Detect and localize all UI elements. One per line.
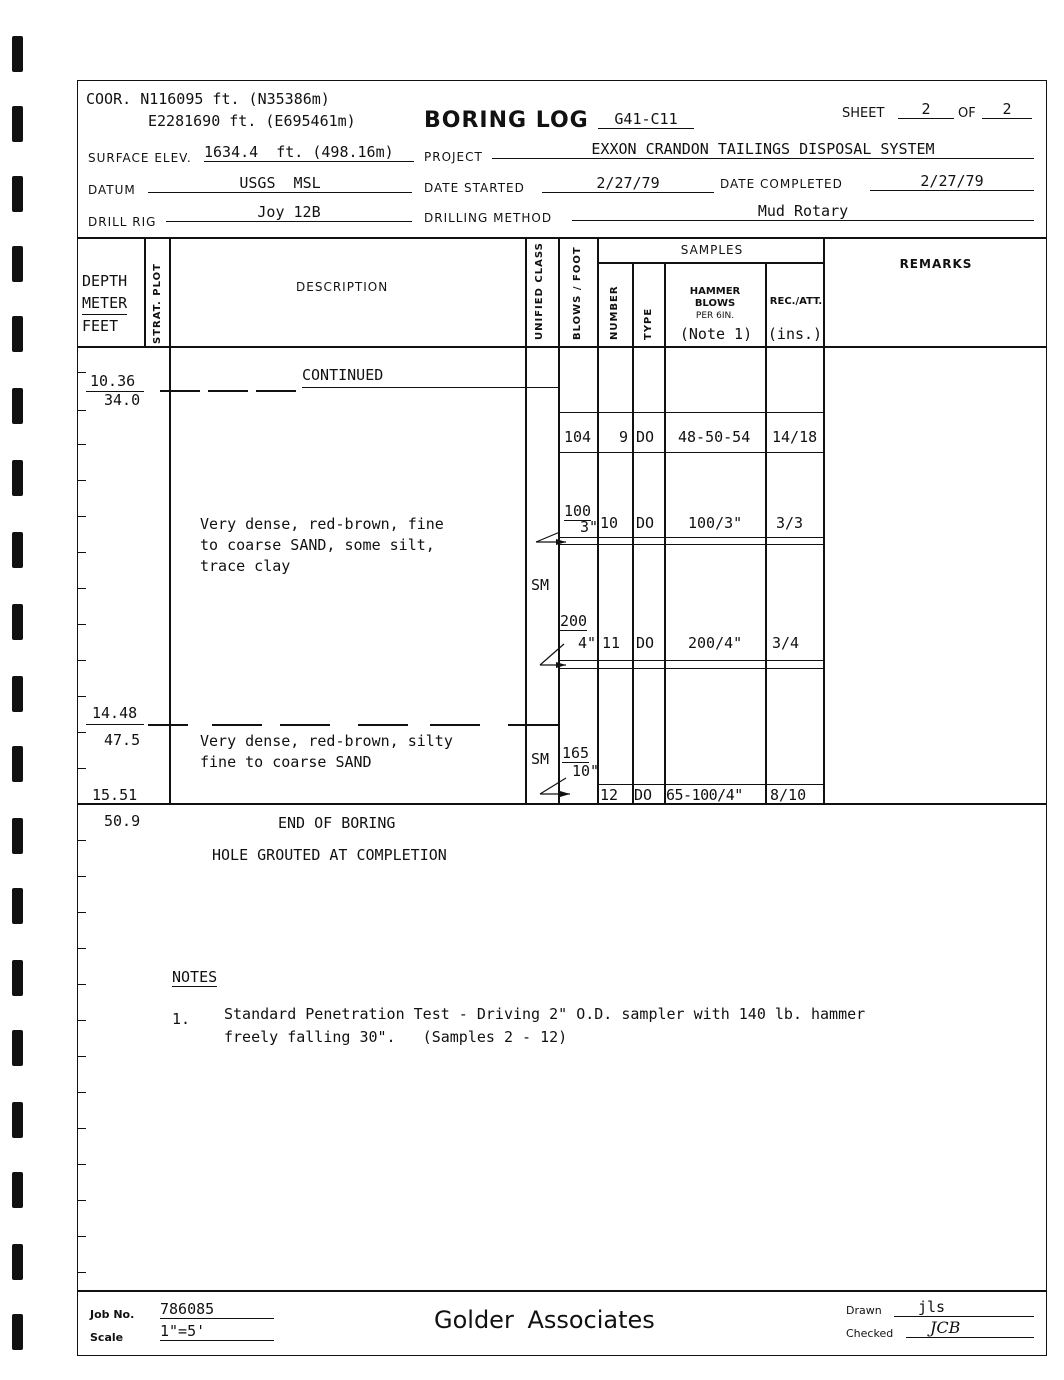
- depth-feet: 50.9: [104, 812, 141, 830]
- tick: [77, 552, 86, 553]
- sample-type: DO: [636, 634, 655, 652]
- punch-hole: [12, 246, 23, 282]
- depth-meter: 10.36: [90, 372, 136, 390]
- sample-type: DO: [636, 428, 655, 446]
- type-header: TYPE: [643, 307, 654, 340]
- tick: [77, 1164, 86, 1165]
- rec-att-header: REC./ATT.: [769, 296, 823, 307]
- blows-penetration: 10": [572, 762, 600, 780]
- footer-rule: [77, 1290, 1047, 1292]
- sample-type: DO: [634, 786, 653, 804]
- tick: [77, 480, 86, 481]
- sample-arrows: [530, 520, 580, 810]
- depth-header: [82, 270, 127, 337]
- sample-rule: [558, 668, 824, 669]
- tick: [77, 1020, 86, 1021]
- header-rule: [77, 237, 1047, 239]
- drilling-method-label: DRILLING METHOD: [424, 211, 553, 225]
- blows-per-foot: 104: [564, 428, 592, 446]
- tick: [77, 912, 86, 913]
- rec-units: (ins.): [767, 325, 823, 343]
- sample-rule: [558, 452, 824, 453]
- date-completed-value: 2/27/79: [870, 172, 1034, 191]
- punch-hole: [12, 36, 23, 72]
- sample-rule: [558, 537, 824, 538]
- sheet-number: 2: [898, 100, 954, 119]
- sheet-label: SHEET: [842, 106, 885, 121]
- arrow-line: [540, 644, 564, 665]
- punch-hole: [12, 604, 23, 640]
- hammer-blows: 65-100/4": [666, 786, 743, 804]
- tick: [77, 624, 86, 625]
- punch-hole: [12, 746, 23, 782]
- samples-header: SAMPLES: [680, 243, 744, 257]
- continued-label: CONTINUED: [302, 366, 384, 384]
- col-line: [169, 237, 171, 803]
- log-id: G41-C11: [598, 110, 694, 129]
- punch-hole: [12, 888, 23, 924]
- meter-label: METER: [82, 292, 127, 315]
- contact-dash: [160, 390, 200, 392]
- tick: [77, 984, 86, 985]
- col-line: [823, 237, 825, 803]
- col-line: [664, 262, 666, 803]
- coor-n: [86, 90, 330, 108]
- hammer-label: HAMMER: [689, 286, 741, 297]
- contact-dash: [256, 390, 296, 392]
- drill-rig-value: Joy 12B: [166, 203, 412, 222]
- tick: [77, 696, 86, 697]
- drilling-method-value: Mud Rotary: [572, 202, 1034, 221]
- strat-plot-header: STRAT. PLOT: [152, 263, 163, 344]
- hammer-blows: 200/4": [688, 634, 743, 652]
- sheet-total: 2: [982, 100, 1032, 119]
- hole-grouted-label: HOLE GROUTED AT COMPLETION: [212, 846, 447, 864]
- depth-meter: 14.48: [92, 704, 138, 722]
- col-line: [525, 237, 527, 803]
- drawn-label: Drawn: [846, 1304, 882, 1317]
- tick: [77, 1092, 86, 1093]
- job-no-value: 786085: [160, 1300, 274, 1319]
- sample-rule: [558, 412, 824, 413]
- tick: [77, 660, 86, 661]
- punch-hole: [12, 1244, 23, 1280]
- punch-hole: [12, 316, 23, 352]
- drill-rig-label: DRILL RIG: [88, 215, 157, 229]
- contact-dash: [280, 724, 330, 726]
- depth-divider: [86, 724, 144, 725]
- remarks-header: REMARKS: [899, 257, 973, 271]
- contact-dash: [358, 724, 408, 726]
- tick: [77, 516, 86, 517]
- tick: [77, 1236, 86, 1237]
- note-line-1: Standard Penetration Test - Driving 2" O.D. sampler with 140 lb. hammer: [224, 1005, 866, 1023]
- sample-number: 9: [618, 428, 628, 446]
- depth-feet: 34.0: [104, 391, 141, 409]
- checked-label: Checked: [846, 1327, 894, 1340]
- punch-hole: [12, 532, 23, 568]
- recovery: 14/18: [772, 428, 818, 446]
- blows-foot-header: BLOWS / FOOT: [572, 246, 583, 340]
- punch-hole: [12, 388, 23, 424]
- hammer-blows: 48-50-54: [678, 428, 751, 446]
- tick: [77, 948, 86, 949]
- project-label: PROJECT: [424, 150, 483, 164]
- description-header: DESCRIPTION: [296, 280, 389, 294]
- layer1-unified-class: SM: [531, 576, 550, 594]
- checked-initials: JCB: [906, 1318, 1034, 1338]
- blows-per-foot: 100: [564, 502, 592, 520]
- blows-per-foot: 165: [562, 744, 590, 762]
- punch-hole: [12, 676, 23, 712]
- punch-hole: [12, 176, 23, 212]
- punch-hole: [12, 960, 23, 996]
- sample-number: 10: [600, 514, 619, 532]
- end-of-boring-label: END OF BORING: [278, 814, 396, 832]
- depth-feet: 47.5: [104, 731, 141, 749]
- date-started-value: 2/27/79: [542, 174, 714, 193]
- coor-e-value: E2281690 ft. (E695461m): [148, 112, 356, 130]
- sample-number: 12: [600, 786, 619, 804]
- tick: [77, 768, 86, 769]
- sample-rule: [558, 660, 824, 661]
- blows-per-foot: 200: [560, 612, 588, 630]
- hammer-note: (Note 1): [679, 325, 753, 343]
- sample-number: 11: [602, 634, 621, 652]
- arrow-head: [556, 539, 566, 545]
- per-6in-label: PER 6IN.: [695, 311, 735, 321]
- project-value: EXXON CRANDON TAILINGS DISPOSAL SYSTEM: [492, 140, 1034, 159]
- punch-hole: [12, 1102, 23, 1138]
- contact-dash: [148, 724, 188, 726]
- sample-type: DO: [636, 514, 655, 532]
- tick: [77, 840, 86, 841]
- blows-penetration: 3": [580, 518, 599, 536]
- drawn-value: jls: [894, 1298, 1034, 1317]
- tick: [77, 876, 86, 877]
- tick: [77, 1128, 86, 1129]
- punch-hole: [12, 1172, 23, 1208]
- feet-label: FEET: [82, 317, 119, 335]
- layer1-description: Very dense, red-brown, fine to coarse SAND, some silt, trace clay: [200, 515, 444, 575]
- datum-value: USGS MSL: [148, 174, 412, 193]
- col-line: [632, 262, 634, 803]
- punch-hole: [12, 460, 23, 496]
- note-line-2: freely falling 30". (Samples 2 - 12): [224, 1028, 568, 1046]
- scale-label: Scale: [90, 1331, 124, 1344]
- blows-penetration: 4": [578, 634, 597, 652]
- number-header: NUMBER: [609, 285, 620, 340]
- scale-value: 1"=5': [160, 1322, 274, 1341]
- hammer-blows: 100/3": [688, 514, 743, 532]
- boring-log-title: BORING LOG: [424, 108, 589, 133]
- recovery: 3/4: [772, 634, 800, 652]
- blows-label: BLOWS: [694, 298, 736, 309]
- sample-rule: [598, 784, 824, 785]
- surface-elev-label: SURFACE ELEV.: [88, 151, 192, 165]
- hammer-header: [666, 286, 764, 322]
- tick: [77, 732, 86, 733]
- unified-class-header: UNIFIED CLASS: [534, 242, 545, 340]
- of-label: OF: [958, 106, 976, 121]
- punch-hole: [12, 818, 23, 854]
- continued-rule: [302, 387, 558, 388]
- punch-hole: [12, 106, 23, 142]
- contact-dash: [208, 390, 248, 392]
- contact-dash: [212, 724, 262, 726]
- tick: [77, 410, 86, 411]
- notes-heading: NOTES: [172, 968, 218, 986]
- column-header-rule: [77, 346, 1047, 348]
- sample-rule: [558, 544, 824, 545]
- tick: [77, 1056, 86, 1057]
- coor-n-value: N116095 ft. (N35386m): [140, 90, 330, 108]
- date-completed-label: DATE COMPLETED: [720, 177, 843, 191]
- depth-meter: 15.51: [92, 786, 138, 804]
- coor-label: COOR.: [86, 90, 132, 108]
- depth-label: DEPTH: [82, 272, 128, 290]
- company-name: Golder Associates: [434, 1306, 655, 1334]
- tick: [77, 444, 86, 445]
- date-started-label: DATE STARTED: [424, 181, 525, 195]
- tick: [77, 372, 86, 373]
- tick: [77, 588, 86, 589]
- arrow-line: [540, 778, 566, 794]
- col-line: [144, 237, 146, 346]
- arrow-head: [556, 662, 566, 668]
- surface-elev-value: 1634.4 ft. (498.16m): [204, 143, 414, 162]
- recovery: 8/10: [770, 786, 807, 804]
- recovery: 3/3: [776, 514, 804, 532]
- job-no-label: Job No.: [90, 1308, 135, 1321]
- tick: [77, 1200, 86, 1201]
- punch-hole: [12, 1030, 23, 1066]
- contact-dash: [430, 724, 480, 726]
- layer2-description: Very dense, red-brown, silty fine to coarse SAND: [200, 732, 453, 771]
- layer2-unified-class: SM: [531, 750, 550, 768]
- punch-hole: [12, 1314, 23, 1350]
- col-line: [765, 262, 767, 803]
- datum-label: DATUM: [88, 183, 136, 197]
- tick: [77, 1272, 86, 1273]
- note-number: 1.: [172, 1010, 191, 1028]
- arrow-head: [560, 791, 570, 797]
